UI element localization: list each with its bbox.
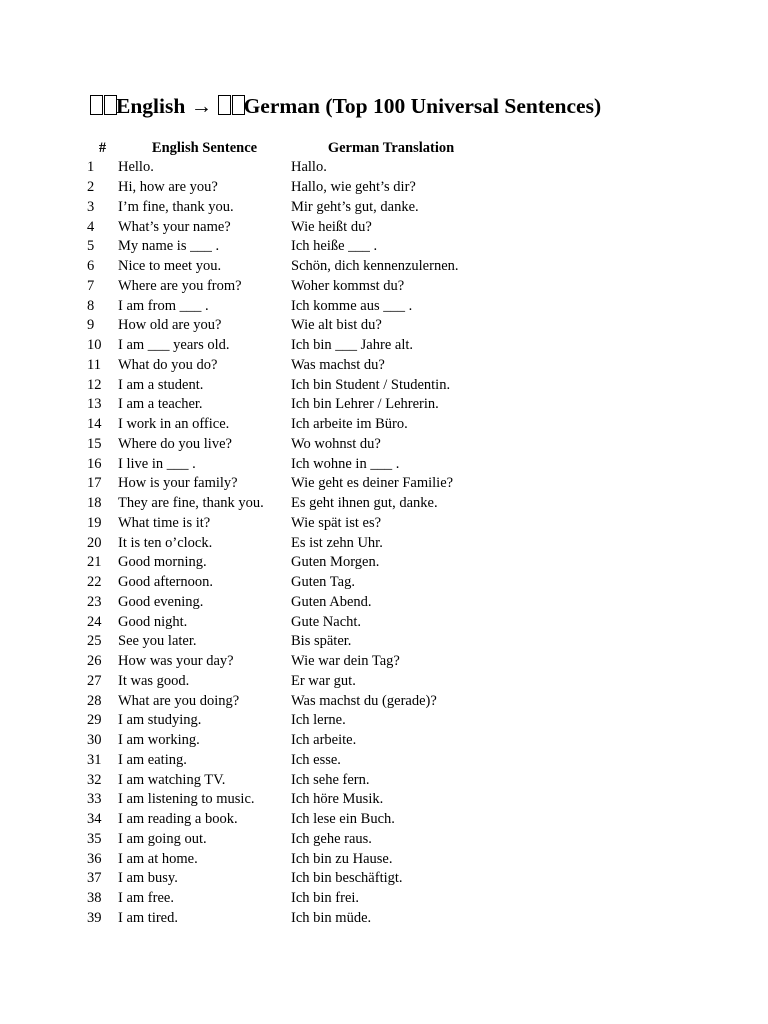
english-sentence: Good morning. [118,554,207,571]
german-translation: Ich sehe fern. [291,771,370,788]
english-sentence: I am tired. [118,909,178,926]
german-translation: Ich bin Lehrer / Lehrerin. [291,396,439,413]
table-row [87,849,491,869]
english-sentence: My name is ___ . [118,238,220,255]
row-number: 13 [87,396,102,413]
german-translation: Ich lerne. [291,712,346,729]
german-translation: Ich gehe raus. [291,830,372,847]
sentence-table [87,138,491,928]
german-translation: Ich heiße ___ . [291,238,378,255]
german-translation: Ich lese ein Buch. [291,811,395,828]
table-row [87,494,491,514]
table-row [87,770,491,790]
english-sentence: I am watching TV. [118,771,226,788]
table-row [87,375,491,395]
table-row [87,514,491,534]
row-number: 17 [87,475,102,492]
table-row [87,336,491,356]
german-translation: Es ist zehn Uhr. [291,534,383,551]
english-sentence: I am eating. [118,751,187,768]
german-translation: Ich bin müde. [291,909,372,926]
table-row [87,672,491,692]
row-number: 8 [87,297,95,314]
german-translation: Ich bin Student / Studentin. [291,376,451,393]
table-row [87,277,491,297]
english-sentence: Good afternoon. [118,574,214,591]
row-number: 1 [87,159,95,176]
german-translation: Wie heißt du? [291,218,372,235]
table-row [87,652,491,672]
english-sentence: It was good. [118,672,190,689]
english-sentence: Where are you from? [118,277,242,294]
table-body [87,158,491,928]
row-number: 29 [87,712,102,729]
row-number: 7 [87,277,95,294]
table-row [87,217,491,237]
row-number: 37 [87,870,102,887]
english-sentence: Good night. [118,613,188,630]
table-row [87,909,491,929]
english-sentence: How is your family? [118,475,238,492]
title-left-lang: English [116,94,186,118]
english-sentence: I am a teacher. [118,396,203,413]
german-translation: Woher kommst du? [291,277,405,294]
header-german: German Translation [327,139,455,156]
table-row [87,830,491,850]
english-sentence: I am a student. [118,376,204,393]
table-row [87,751,491,771]
english-sentence: I live in ___ . [118,455,196,472]
table-row [87,632,491,652]
row-number: 39 [87,909,102,926]
row-number: 18 [87,495,102,512]
german-translation: Gute Nacht. [291,613,362,630]
table-row [87,454,491,474]
page-title [90,94,601,119]
german-translation: Er war gut. [291,672,356,689]
german-translation: Ich bin beschäftigt. [291,870,403,887]
german-translation: Wie war dein Tag? [291,653,400,670]
table-row [87,731,491,751]
row-number: 12 [87,376,102,393]
table-row [87,395,491,415]
table-row [87,691,491,711]
row-number: 28 [87,692,102,709]
row-number: 10 [87,337,102,354]
row-number: 33 [87,791,102,808]
german-translation: Bis später. [291,633,352,650]
german-translation: Hallo, wie geht’s dir? [291,179,416,196]
row-number: 36 [87,850,102,867]
table-row [87,889,491,909]
german-translation: Ich arbeite. [291,732,357,749]
row-number: 30 [87,732,102,749]
table-row [87,356,491,376]
row-number: 20 [87,534,102,551]
german-translation: Guten Abend. [291,593,372,610]
english-sentence: See you later. [118,633,197,650]
german-translation: Ich bin ___ Jahre alt. [291,337,414,354]
row-number: 16 [87,455,102,472]
german-translation: Guten Morgen. [291,554,380,571]
german-translation: Wie spät ist es? [291,514,382,531]
table-row [87,533,491,553]
row-number: 2 [87,179,95,196]
table-row [87,553,491,573]
english-sentence: I work in an office. [118,416,230,433]
english-sentence: I’m fine, thank you. [118,198,234,215]
table-header-row [87,138,491,158]
german-translation: Ich arbeite im Büro. [291,416,408,433]
table-row [87,296,491,316]
table-row [87,158,491,178]
english-sentence: I am listening to music. [118,791,255,808]
row-number: 31 [87,751,102,768]
table-row [87,573,491,593]
table-row [87,790,491,810]
row-number: 14 [87,416,102,433]
german-translation: Wie alt bist du? [291,317,382,334]
german-translation: Wo wohnst du? [291,435,381,452]
english-sentence: How old are you? [118,317,222,334]
header-number: # [98,139,107,156]
flag-icon-german [218,94,244,119]
row-number: 15 [87,435,102,452]
row-number: 38 [87,890,102,907]
row-number: 35 [87,830,102,847]
english-sentence: How was your day? [118,653,234,670]
german-translation: Wie geht es deiner Familie? [291,475,454,492]
english-sentence: Hi, how are you? [118,179,218,196]
row-number: 25 [87,633,102,650]
table-row [87,237,491,257]
german-translation: Schön, dich kennenzulernen. [291,258,459,275]
german-translation: Ich komme aus ___ . [291,297,413,314]
table-row [87,316,491,336]
row-number: 24 [87,613,102,630]
english-sentence: Where do you live? [118,435,232,452]
row-number: 3 [87,198,95,215]
row-number: 4 [87,218,95,235]
german-translation: Guten Tag. [291,574,355,591]
row-number: 34 [87,811,102,828]
table-row [87,415,491,435]
english-sentence: I am busy. [118,870,178,887]
header-english: English Sentence [151,139,258,156]
english-sentence: Nice to meet you. [118,258,222,275]
table-row [87,178,491,198]
german-translation: Ich esse. [291,751,341,768]
row-number: 26 [87,653,102,670]
english-sentence: What time is it? [118,514,211,531]
row-number: 32 [87,771,102,788]
table-row [87,435,491,455]
english-sentence: I am reading a book. [118,811,238,828]
row-number: 6 [87,258,95,275]
table-row [87,198,491,218]
title-right-rest: German (Top 100 Universal Sentences) [243,94,602,118]
table-row [87,810,491,830]
row-number: 5 [87,238,95,255]
row-number: 9 [87,317,95,334]
german-translation: Was machst du (gerade)? [291,692,437,709]
english-sentence: I am at home. [118,850,198,867]
german-translation: Was machst du? [291,356,385,373]
table-row [87,257,491,277]
english-sentence: I am from ___ . [118,297,209,314]
row-number: 19 [87,514,102,531]
table-row [87,474,491,494]
row-number: 27 [87,672,102,689]
german-translation: Ich höre Musik. [291,791,384,808]
english-sentence: I am going out. [118,830,207,847]
german-translation: Hallo. [291,159,327,176]
table-row [87,711,491,731]
english-sentence: What’s your name? [118,218,231,235]
german-translation: Ich wohne in ___ . [291,455,400,472]
english-sentence: I am working. [118,732,200,749]
table-row [87,869,491,889]
arrow-icon: → [190,94,213,118]
german-translation: Es geht ihnen gut, danke. [291,495,438,512]
row-number: 11 [87,356,101,373]
english-sentence: Good evening. [118,593,204,610]
english-sentence: I am free. [118,890,174,907]
row-number: 22 [87,574,102,591]
english-sentence: I am studying. [118,712,202,729]
table-row [87,593,491,613]
flag-icon-english [90,94,116,119]
german-translation: Mir geht’s gut, danke. [291,198,419,215]
row-number: 23 [87,593,102,610]
table-row [87,612,491,632]
english-sentence: I am ___ years old. [118,337,230,354]
english-sentence: What do you do? [118,356,218,373]
english-sentence: They are fine, thank you. [118,495,264,512]
german-translation: Ich bin zu Hause. [291,850,393,867]
english-sentence: What are you doing? [118,692,240,709]
english-sentence: It is ten o’clock. [118,534,213,551]
row-number: 21 [87,554,102,571]
english-sentence: Hello. [118,159,154,176]
german-translation: Ich bin frei. [291,890,360,907]
